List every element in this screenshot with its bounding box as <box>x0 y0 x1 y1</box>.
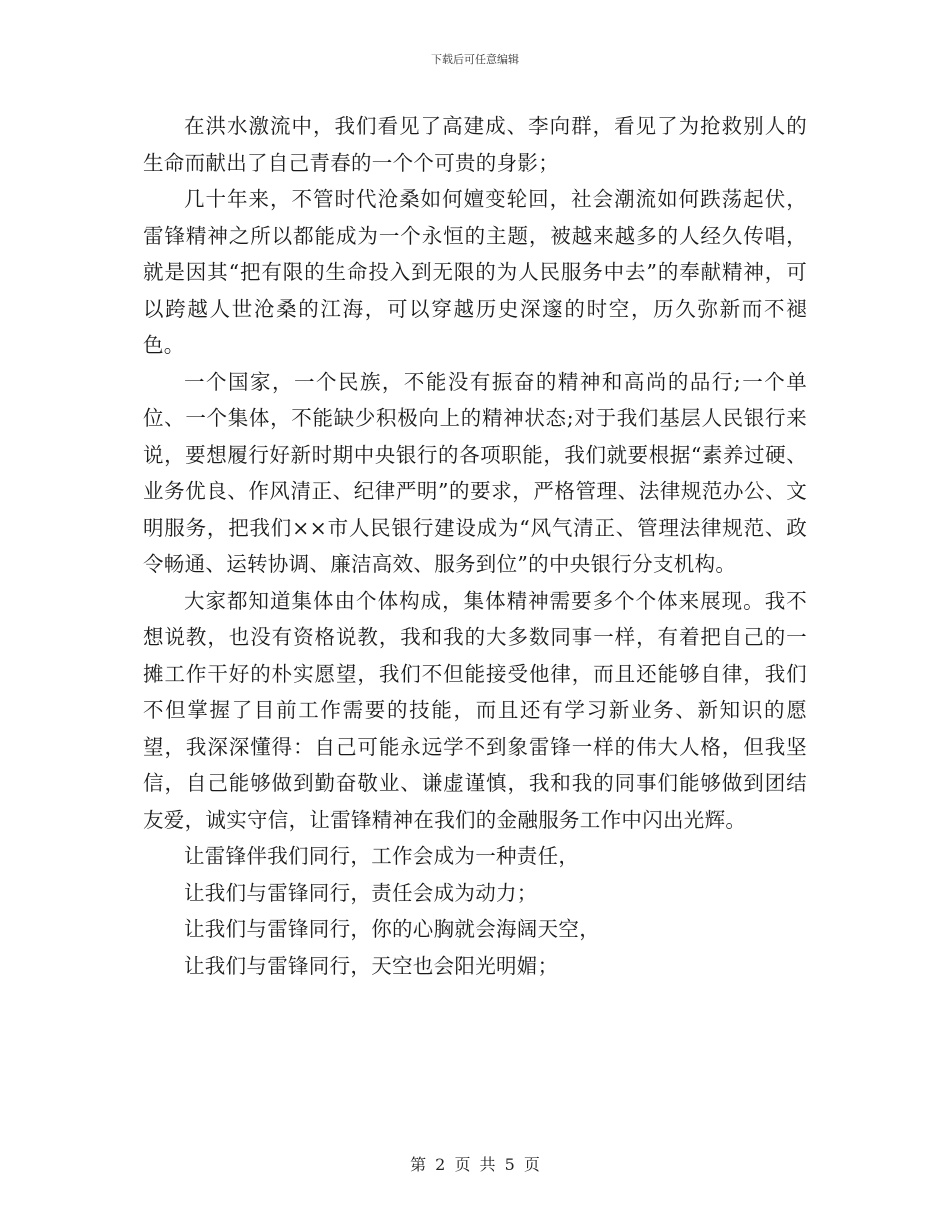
verse-line: 让我们与雷锋同行，责任会成为动力； <box>184 880 538 905</box>
document-body <box>143 108 807 984</box>
verse-line: 让我们与雷锋同行，天空也会阳光明媚； <box>184 953 559 978</box>
paragraph: 几十年来，不管时代沧桑如何嬗变轮回，社会潮流如何跌荡起伏，雷锋精神之所以都能成为一个永恒的主题，被越来越多的人经久传唱，就是因其“把有限的生命投入到无限的为人民服务中去”的奉献精神，可以跨越人世沧桑的江海，可以穿越历史深邃的时空，历久弥新而不褪色。 <box>143 187 807 357</box>
paragraph: 大家都知道集体由个体构成，集体精神需要多个个体来展现。我不想说教，也没有资格说教，我和我的大多数同事一样，有着把自己的一摊工作干好的朴实愿望，我们不但能接受他律，而且还能够自律，我们不但掌握了目前工作需要的技能，而且还有学习新业务、新知识的愿望，我深深懂得：自己可能永远学不到象雷锋一样的伟大人格，但我坚信，自己能够做到勤奋敬业、谦虚谨慎，我和我的同事们能够做到团结友爱，诚实守信，让雷锋精神在我们的金融服务工作中闪出光辉。 <box>143 588 807 832</box>
page-number-footer: 第 2 页 共 5 页 <box>410 1155 540 1174</box>
page-header: 下载后可任意编辑 <box>431 53 519 66</box>
verse-line: 让我们与雷锋同行，你的心胸就会海阔天空， <box>184 917 600 941</box>
paragraph: 在洪水激流中，我们看见了高建成、李向群，看见了为抢救别人的生命而献出了自己青春的一个个可贵的身影； <box>143 114 807 175</box>
verse-line: 让雷锋伴我们同行，工作会成为一种责任， <box>184 844 580 868</box>
paragraph: 一个国家，一个民族，不能没有振奋的精神和高尚的品行;一个单位、一个集体，不能缺少积极向上的精神状态;对于我们基层人民银行来说，要想履行好新时期中央银行的各项职能，我们就要根据“素养过硬、业务优良、作风清正、纪律严明”的要求，严格管理、法律规范办公、文明服务，把我们××市人民银行建设成为“风气清正、管理法律规范、政令畅通、运转协调、廉洁高效、服务到位”的中央银行分支机构。 <box>143 369 807 576</box>
